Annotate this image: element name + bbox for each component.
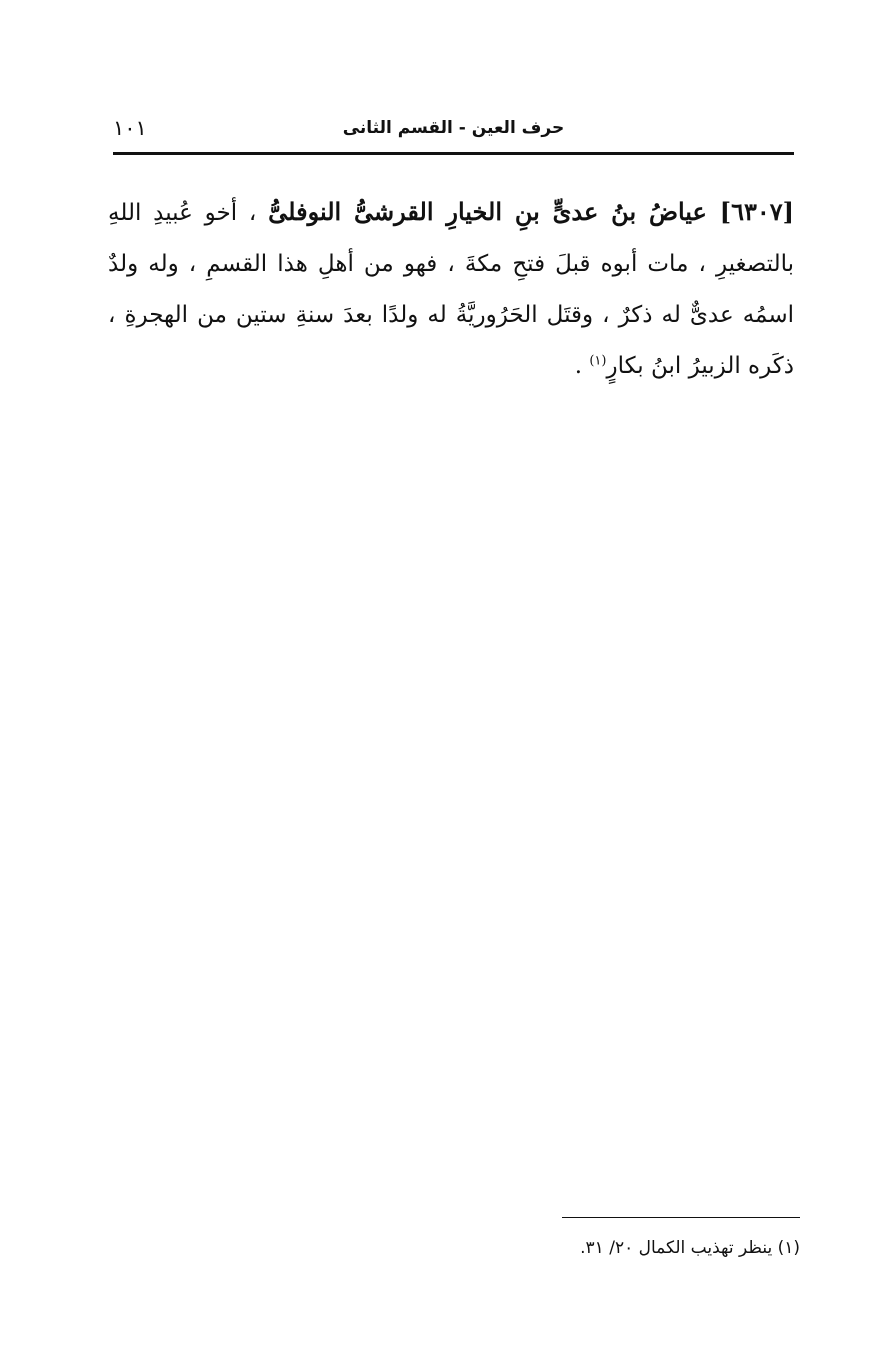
entry-body: ، أخو عُبيدِ اللهِ بالتصغيرِ ، مات أبوه قبلَ فتحِ مكةَ ، فهو من أهلِ هذا القسمِ ، وله ولدٌ اسمُه عدىٌّ له ذكرٌ ، وقتَل الحَرُوريَّةُ له ولدًا بعدَ سنةِ ستين من الهجرةِ ، ذكَره الزبيرُ ابنُ بكارٍ (108, 200, 794, 379)
page-header (113, 112, 794, 148)
entry-heading: [٦٣٠٧] عياضُ بنُ عدىٍّ بنِ الخيارِ القرشىُّ النوفلىُّ (268, 197, 794, 226)
header-rule (113, 152, 794, 155)
footnote-reference: (١) (589, 353, 607, 369)
footnote-rule (562, 1217, 800, 1218)
page-number: ١٠١ (113, 116, 147, 140)
entry-end: . (574, 353, 590, 379)
running-title: حرف العين - القسم الثانى (342, 118, 565, 138)
entry-paragraph (108, 186, 794, 392)
footnote: (١) ينظر تهذيب الكمال ٢٠/ ٣١. (580, 1238, 800, 1258)
